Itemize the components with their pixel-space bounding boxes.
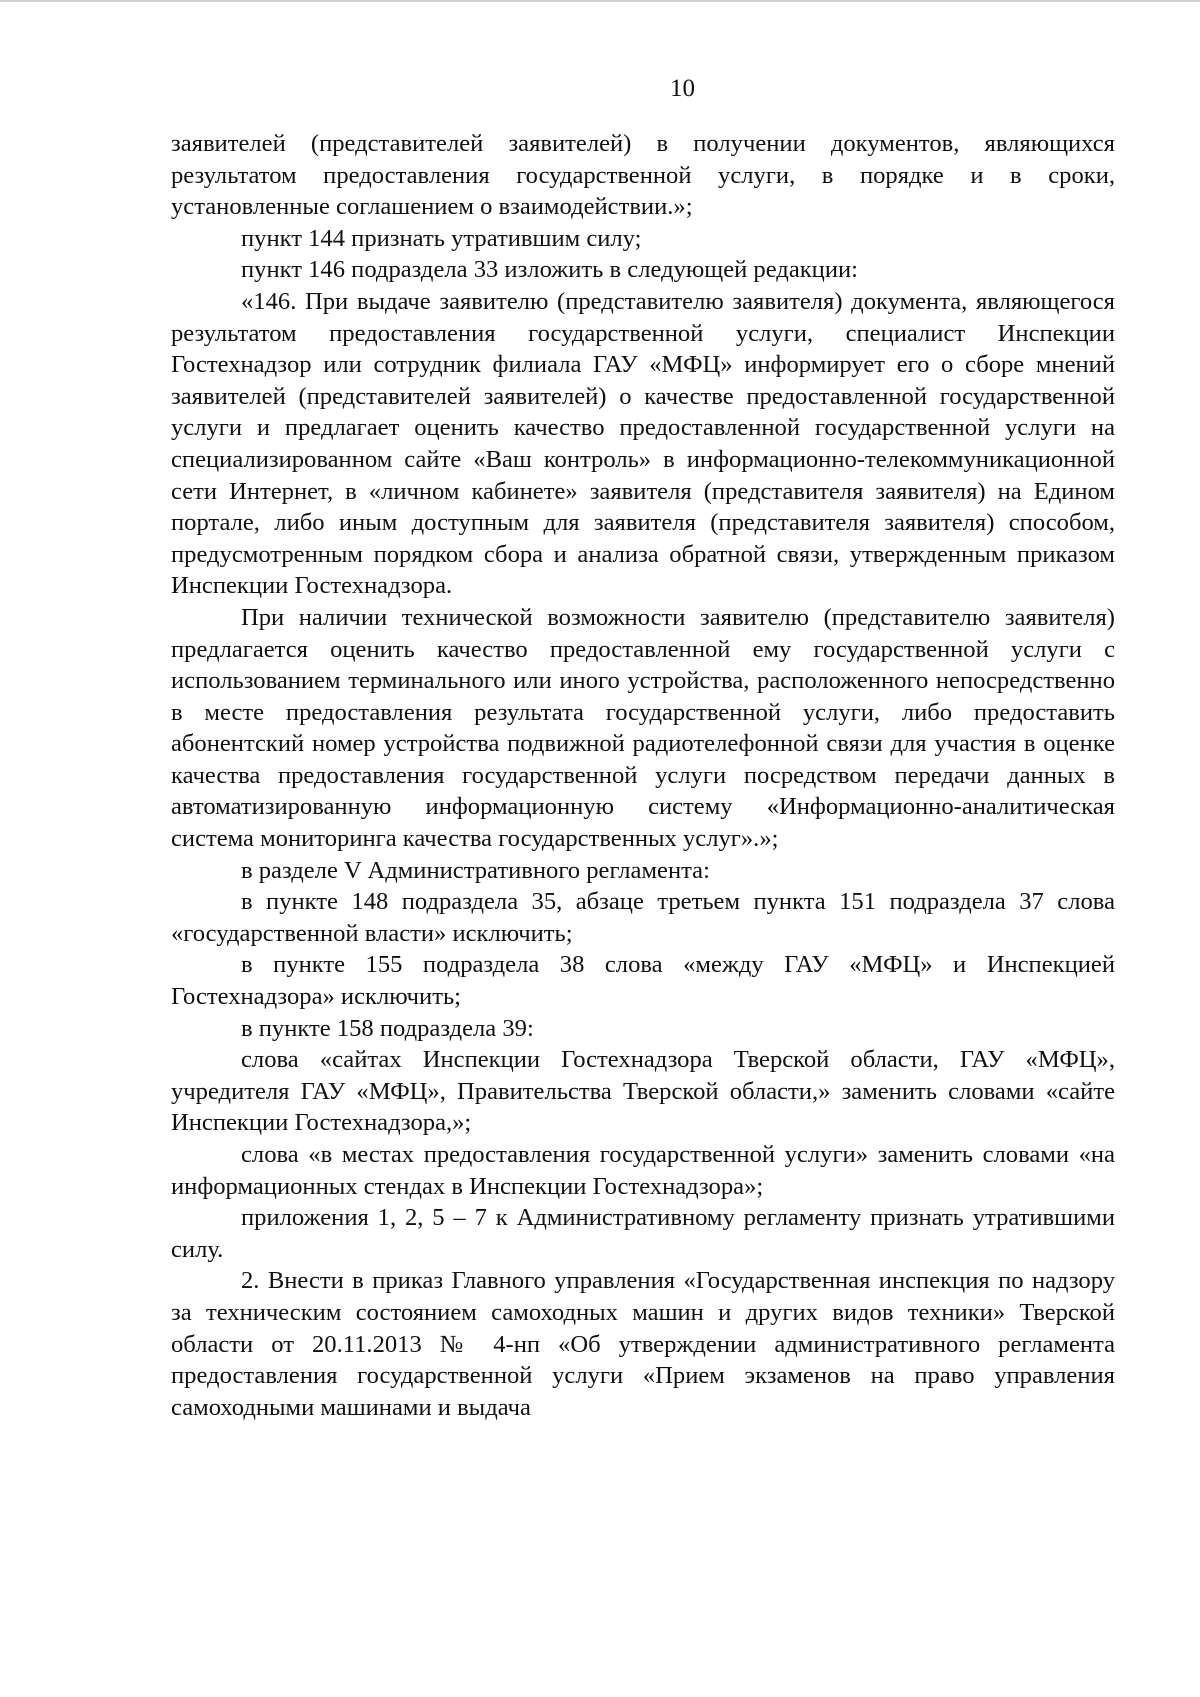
paragraph: пункт 146 подраздела 33 изложить в следующей редакции: <box>241 256 859 284</box>
paragraph: в пункте 155 подраздела 38 слова «между ГАУ «МФЦ» и Инспекцией Гостехнадзора» исключить; <box>171 951 1115 1011</box>
paragraph-continuation: заявителей (представителей заявителей) в получении документов, являющихся результатом предоставления государственной услуги, в порядке и в сроки, установленные соглашением о взаимодействии.»; <box>171 130 1115 221</box>
scan-edge <box>0 0 1200 2</box>
paragraph: пункт 144 признать утратившим силу; <box>241 224 642 252</box>
paragraph: слова «в местах предоставления государственной услуги» заменить словами «на информационных стендах в Инспекции Гостехнадзора»; <box>171 1141 1115 1200</box>
paragraph: слова «сайтах Инспекции Гостехнадзора Тверской области, ГАУ «МФЦ», учредителя ГАУ «МФЦ», Правительства Тверской области,» заменить словами «сайте Инспекции Гостехнадзора,»; <box>171 1046 1115 1137</box>
page-number: 10 <box>670 75 695 102</box>
paragraph: «146. При выдаче заявителю (представителю заявителя) документа, являющегося результатом предоставления государственной услуги, специалист Инспекции Гостехнадзор или сотрудник филиала ГАУ «МФЦ» информирует его о сборе мнений заявителей (представителей заявителей) о качестве предоставленной государственной услуги и предлагает оценить качество предоставленной государственной услуги на специализированном сайте «Ваш контроль» в информационно-телекоммуникационной сети Интернет, в «личном кабинете» заявителя (представителя заявителя) на Едином портале, либо иным доступным для заявителя (представителя заявителя) способом, предусмотренным порядком сбора и анализа обратной связи, утвержденным приказом Инспекции Гостехнадзора. <box>171 287 1115 600</box>
paragraph: 2. Внести в приказ Главного управления «Государственная инспекция по надзору за техническим состоянием самоходных машин и других видов техники» Тверской области от 20.11.2013 № 4-нп «Об утверждении административного регламента предоставления государственной услуги «Прием экзаменов на право управления самоходными машинами и выдача <box>171 1267 1115 1421</box>
paragraph: в пункте 158 подраздела 39: <box>241 1014 534 1042</box>
document-body <box>171 128 1115 1423</box>
paragraph: приложения 1, 2, 5 – 7 к Административному регламенту признать утратившими силу. <box>171 1204 1115 1263</box>
paragraph: в пункте 148 подраздела 35, абзаце третьем пункта 151 подраздела 37 слова «государственной власти» исключить; <box>171 888 1115 947</box>
paragraph: в разделе V Административного регламента: <box>241 856 710 884</box>
paragraph: При наличии технической возможности заявителю (представителю заявителя) предлагается оценить качество предоставленной ему государственной услуги с использованием терминального или иного устройства, расположенного непосредственно в месте предоставления результата государственной услуги, либо предоставить абонентский номер устройства подвижной радиотелефонной связи для участия в оценке качества предоставления государственной услуги посредством передачи данных в автоматизированную информационную систему «Информационно-аналитическая система мониторинга качества государственных услуг».»; <box>171 603 1115 853</box>
